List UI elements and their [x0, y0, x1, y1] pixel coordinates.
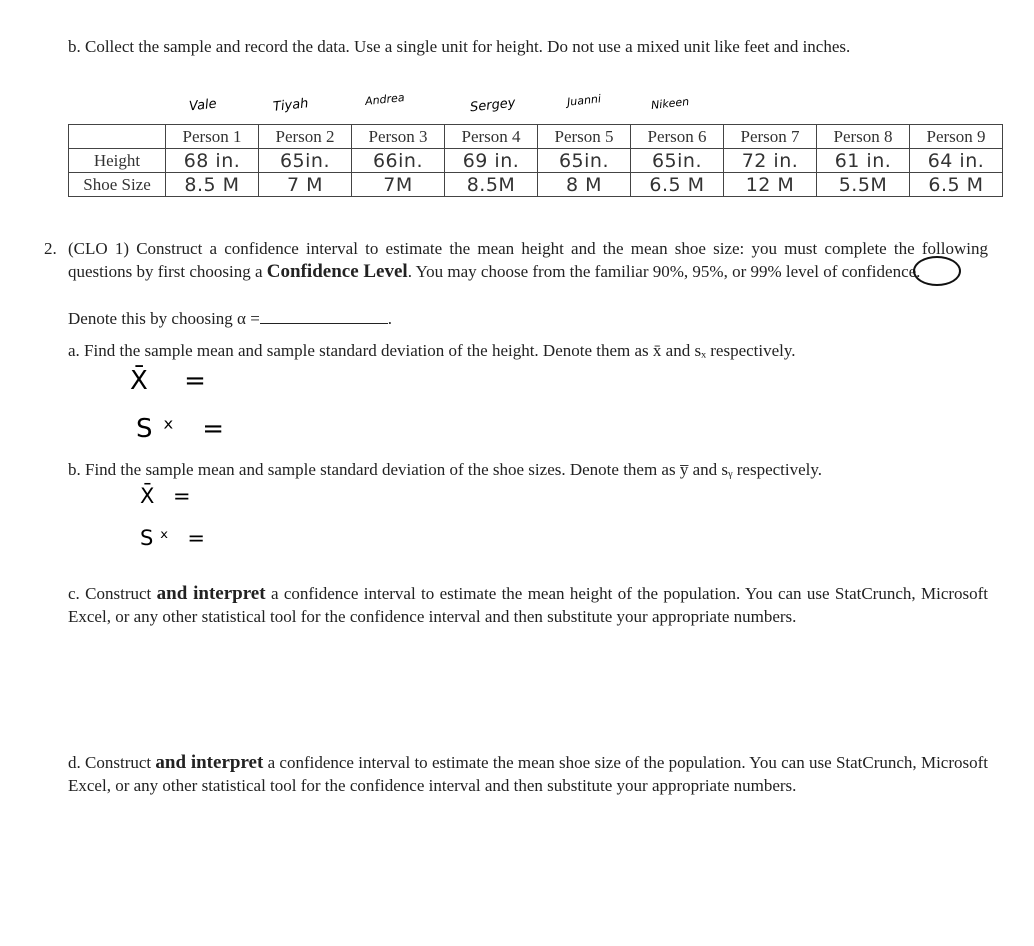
table-header-cell: Person 1	[166, 125, 259, 149]
part-d-lead: d. Construct	[68, 753, 152, 772]
height-cell: 65in.	[631, 149, 724, 173]
height-cell: 66in.	[352, 149, 445, 173]
q2-text-part2: . You may choose from the familiar 90%,	[407, 262, 689, 281]
part-b-collect-text: b. Collect the sample and record the data. Use a single unit for height. Do not use a mixed unit like feet and inches.	[68, 37, 851, 56]
q2-text-part3: , or 99% level of confidence.	[723, 262, 921, 281]
handwritten-sd-2: Sˣ =	[140, 526, 211, 550]
table-row-shoe-size	[69, 173, 1003, 197]
question-2-text	[68, 237, 988, 283]
part-d-rest: a confidence interval to estimate the mean shoe size of the population. You can use StatCrunch, Microsoft Excel, or any other statistical tool for the confidence interval and then substitute your appropriate numbers.	[68, 753, 989, 795]
table-header-cell: Person 6	[631, 125, 724, 149]
q2-text-part1: (CLO 1) Construct a confidence interval to estimate the mean height and the mean shoe size: you must complete the following questions by first choosing a	[68, 239, 988, 281]
table-row-height	[69, 149, 1003, 173]
row-label-shoe-size: Shoe Size	[69, 173, 166, 197]
data-table	[68, 124, 1003, 197]
table-header-cell: Person 3	[352, 125, 445, 149]
shoe-size-cell: 7M	[352, 173, 445, 197]
shoe-size-cell: 8.5M	[445, 173, 538, 197]
table-header-cell: Person 5	[538, 125, 631, 149]
part-d-text	[68, 751, 988, 797]
handwritten-name: Vale	[188, 96, 218, 115]
handwritten-name: Sergey	[469, 95, 517, 116]
shoe-size-cell: 5.5M	[817, 173, 910, 197]
height-cell: 69 in.	[445, 149, 538, 173]
handwritten-name: Juanni	[566, 92, 602, 109]
handwritten-sd: Sˣ =	[136, 414, 235, 444]
shoe-size-cell: 12 M	[724, 173, 817, 197]
part-c-lead: c. Construct	[68, 584, 152, 603]
table-header-cell: Person 2	[259, 125, 352, 149]
part-d-bold: and interpret	[155, 752, 264, 773]
handwritten-name: Nikeen	[650, 95, 690, 112]
handwritten-mean: X̄ =	[130, 366, 220, 396]
alpha-label: Denote this by choosing α =	[68, 309, 260, 328]
height-cell: 61 in.	[817, 149, 910, 173]
height-cell: 72 in.	[724, 149, 817, 173]
circled-option: 95%	[692, 262, 724, 281]
part-b2-text: b. Find the sample mean and sample standard deviation of the shoe sizes. Denote them as y̅ and sᵧ respectively.	[68, 460, 823, 479]
shoe-size-cell: 6.5 M	[631, 173, 724, 197]
row-label-height: Height	[69, 149, 166, 173]
shoe-size-cell: 8.5 M	[166, 173, 259, 197]
part-a-text: a. Find the sample mean and sample standard deviation of the height. Denote them as x̄ and sₓ respectively.	[68, 341, 796, 360]
table-header-cell: Person 4	[445, 125, 538, 149]
height-cell: 64 in.	[910, 149, 1003, 173]
part-c-rest: a confidence interval to estimate the mean height of the population. You can use StatCrunch, Microsoft Excel, or any other statistical tool for the confidence interval and then substitute your appropriate numbers.	[68, 584, 989, 626]
table-header-cell	[69, 125, 166, 149]
height-cell: 65in.	[538, 149, 631, 173]
table-header-cell: Person 7	[724, 125, 817, 149]
hand-drawn-circle	[913, 256, 961, 286]
shoe-size-cell: 8 M	[538, 173, 631, 197]
alpha-prompt	[68, 307, 392, 330]
part-c-bold: and interpret	[156, 583, 266, 604]
shoe-size-cell: 7 M	[259, 173, 352, 197]
handwritten-name: Andrea	[364, 90, 406, 109]
table-header-cell: Person 9	[910, 125, 1003, 149]
confidence-level-label: Confidence Level	[266, 261, 408, 282]
height-cell: 65in.	[259, 149, 352, 173]
table-header-row	[69, 125, 1003, 149]
alpha-end: .	[387, 309, 393, 328]
alpha-blank	[260, 308, 388, 324]
table-header-cell: Person 8	[817, 125, 910, 149]
handwritten-mean-2: X̄ =	[140, 484, 197, 508]
shoe-size-cell: 6.5 M	[910, 173, 1003, 197]
question-number: 2.	[44, 239, 57, 258]
handwritten-name: Tiyah	[272, 96, 310, 115]
height-cell: 68 in.	[166, 149, 259, 173]
part-c-text	[68, 582, 988, 628]
